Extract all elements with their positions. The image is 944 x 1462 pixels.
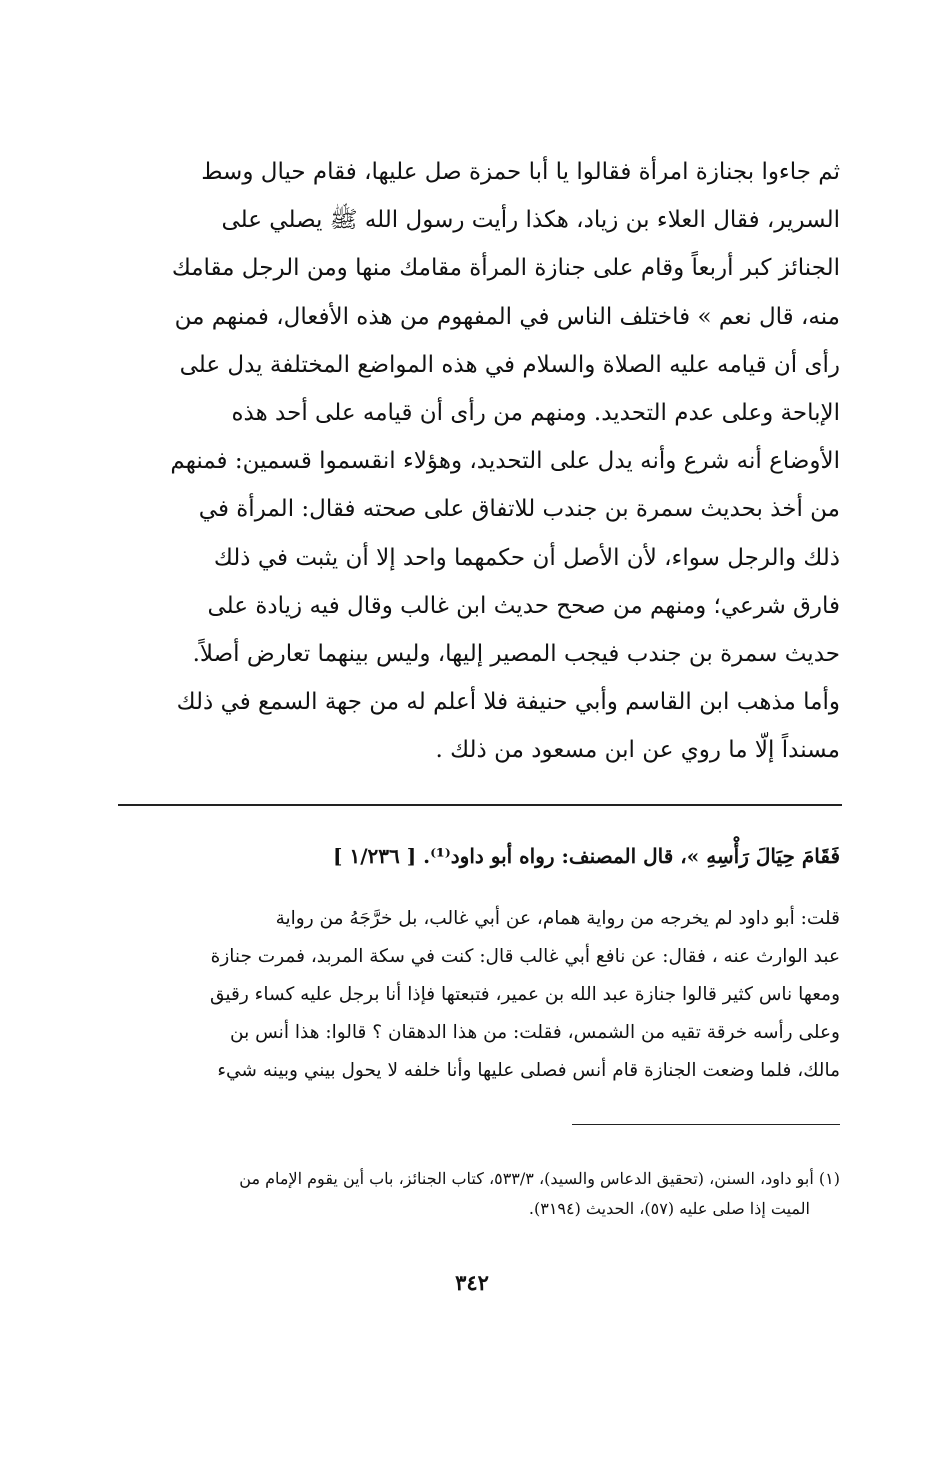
main-text-line: مسنداً إلّا ما روي عن ابن مسعود من ذلك .	[435, 737, 840, 764]
commentary-line: ومعها ناس كثير قالوا جنازة عبد الله بن عمير، فتبعتها فإذا أنا برجل عليه كساء رقيق	[209, 984, 840, 1005]
commentary-line: مالك، فلما وضعت الجنازة قام أنس فصلى عليها وأنا خلفه لا يحول بيني وبينه شيء	[217, 1060, 840, 1081]
footnote	[118, 1164, 840, 1224]
footnote-line: (١) أبو داود، السنن، (تحقيق الدعاس والسيد)، ٥٣٣/٣، كتاب الجنائز، باب أين يقوم الإمام من	[239, 1169, 840, 1188]
main-text-line: وأما مذهب ابن القاسم وأبي حنيفة فلا أعلم له من جهة السمع في ذلك	[176, 689, 840, 716]
main-text-line: رأى أن قيامه عليه الصلاة والسلام في هذه المواضع المختلفة يدل على	[179, 351, 840, 378]
hadith-quote: فَقَامَ حِيَالَ رَأْسِهِ »، قال المصنف: رواه أبو داود⁽¹⁾. [ ١/٢٣٦ ]	[333, 844, 840, 868]
page-number: ٣٤٢	[455, 1270, 489, 1295]
commentary-line: قلت: أبو داود لم يخرجه من رواية همام، عن أبي غالب، بل خرَّجَهُ من رواية	[275, 908, 840, 929]
main-text-line: حديث سمرة بن جندب فيجب المصير إليها، وليس بينهما تعارض أصلاً.	[192, 641, 840, 668]
main-text-line: ثم جاءوا بجنازة امرأة فقالوا يا أبا حمزة صل عليها، فقام حيال وسط	[201, 159, 840, 185]
section-divider	[118, 804, 842, 806]
main-text-line: ذلك والرجل سواء، لأن الأصل أن حكمهما واحد إلا أن يثبت في ذلك	[213, 544, 840, 571]
footnote-divider	[572, 1124, 840, 1125]
main-text-line: الإباحة وعلى عدم التحديد. ومنهم من رأى أن قيامه على أحد هذه	[231, 400, 840, 427]
main-text-line: من أخذ بحديث سمرة بن جندب للاتفاق على صحته فقال: المرأة في	[198, 496, 840, 523]
main-text-line: الجنائز كبر أربعاً وقام على جنازة المرأة مقامك منها ومن الرجل مقامك	[171, 255, 840, 282]
commentary-line: وعلى رأسه خرقة تقيه من الشمس، فقلت: من هذا الدهقان ؟ قالوا: هذا أنس بن	[229, 1022, 840, 1043]
main-text-line: فارق شرعي؛ ومنهم من صحح حديث ابن غالب وقال فيه زيادة على	[207, 592, 840, 619]
commentary-text	[118, 900, 840, 1090]
commentary-line: عبد الوارث عنه ، فقال: عن نافع أبي غالب قال: كنت في سكة المربد، فمرت جنازة	[210, 946, 840, 967]
main-text-line: منه، قال نعم » فاختلف الناس في المفهوم من هذه الأفعال، فمنهم من	[174, 303, 840, 330]
main-text	[118, 148, 840, 775]
footnote-line: الميت إذا صلى عليه (٥٧)، الحديث (٣١٩٤).	[528, 1199, 810, 1218]
main-text-line: الأوضاع أنه شرع وأنه يدل على التحديد، وهؤلاء انقسموا قسمين: فمنهم	[170, 448, 840, 475]
main-text-line: السرير، فقال العلاء بن زياد، هكذا رأيت رسول الله ﷺ يصلي على	[221, 207, 840, 234]
